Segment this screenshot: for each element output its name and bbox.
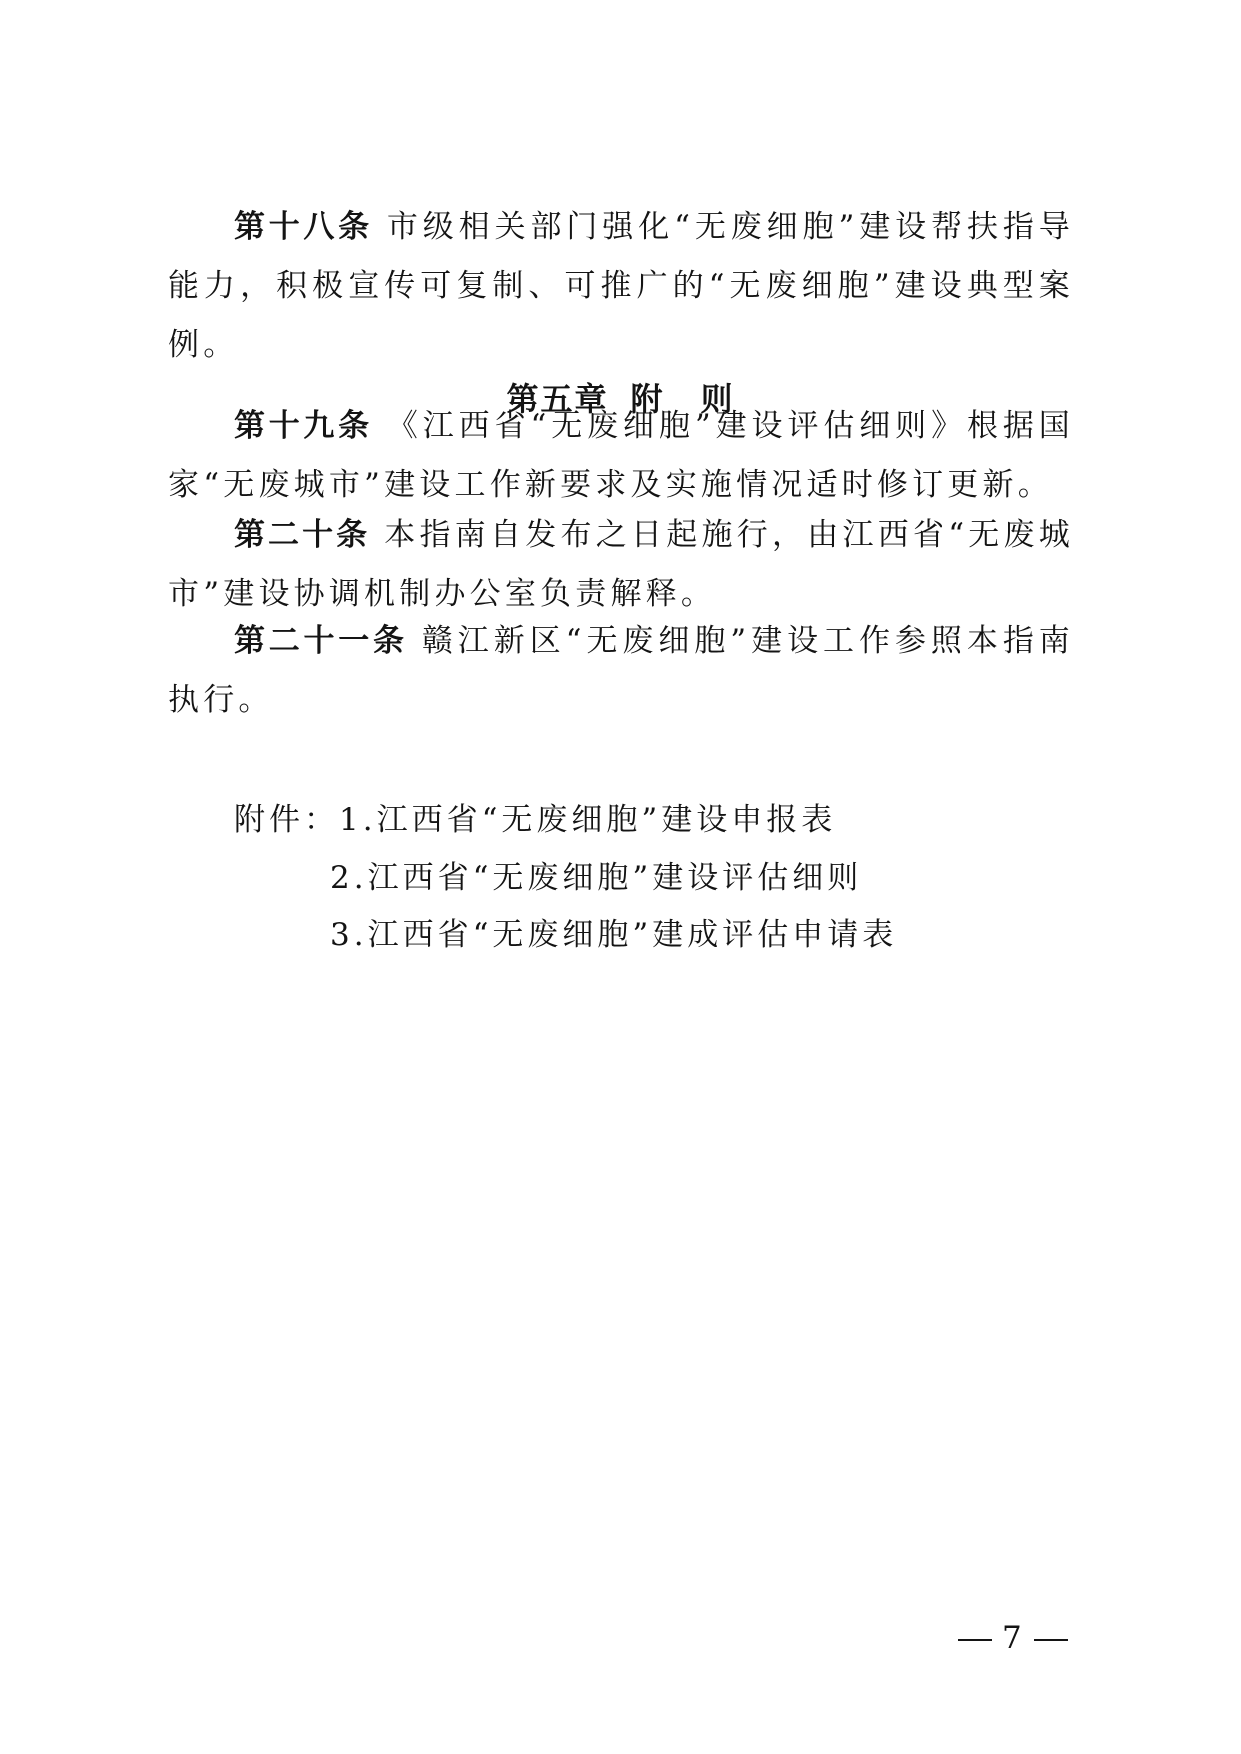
article-18-text: 市级相关部门强化“无废细胞”建设帮扶指导能力，积极宣传可复制、可推广的“无废细胞”建设典型案例。 [168,209,1075,363]
article-21-text: 赣江新区“无废细胞”建设工作参照本指南执行。 [168,623,1075,718]
footer-dash-right [1034,1639,1068,1641]
article-18 [168,198,1074,375]
article-20 [168,506,1074,624]
attachment-item-1 [234,800,836,840]
article-19-text: 《江西省“无废细胞”建设评估细则》根据国家“无废城市”建设工作新要求及实施情况适时修订更新。 [168,408,1075,503]
article-20-heading: 第二十条 [234,517,371,553]
attachment-item-3 [330,915,897,955]
attachment-item-2 [330,858,862,898]
chapter-number: 第五章 [506,380,609,418]
page-footer [948,1620,1078,1656]
attachment-item-2-text: 2.江西省“无废细胞”建设评估细则 [330,860,863,896]
chapter-name-1: 附 [630,380,665,418]
attachment-item-1-text: 1.江西省“无废细胞”建设申报表 [339,802,837,838]
article-20-text: 本指南自发布之日起施行，由江西省“无废城市”建设协调机制办公室负责解释。 [168,517,1074,612]
attachment-label: 附件： [234,802,339,838]
attachment-item-3-text: 3.江西省“无废细胞”建成评估申请表 [330,917,898,953]
page-number: 7 [1002,1620,1024,1656]
article-18-heading: 第十八条 [234,209,373,245]
article-19 [168,397,1074,515]
article-21-heading: 第二十一条 [234,623,408,659]
article-21 [168,612,1074,730]
chapter-name-2: 则 [700,380,735,418]
article-19-heading: 第十九条 [234,408,373,444]
footer-dash-left [958,1639,992,1641]
